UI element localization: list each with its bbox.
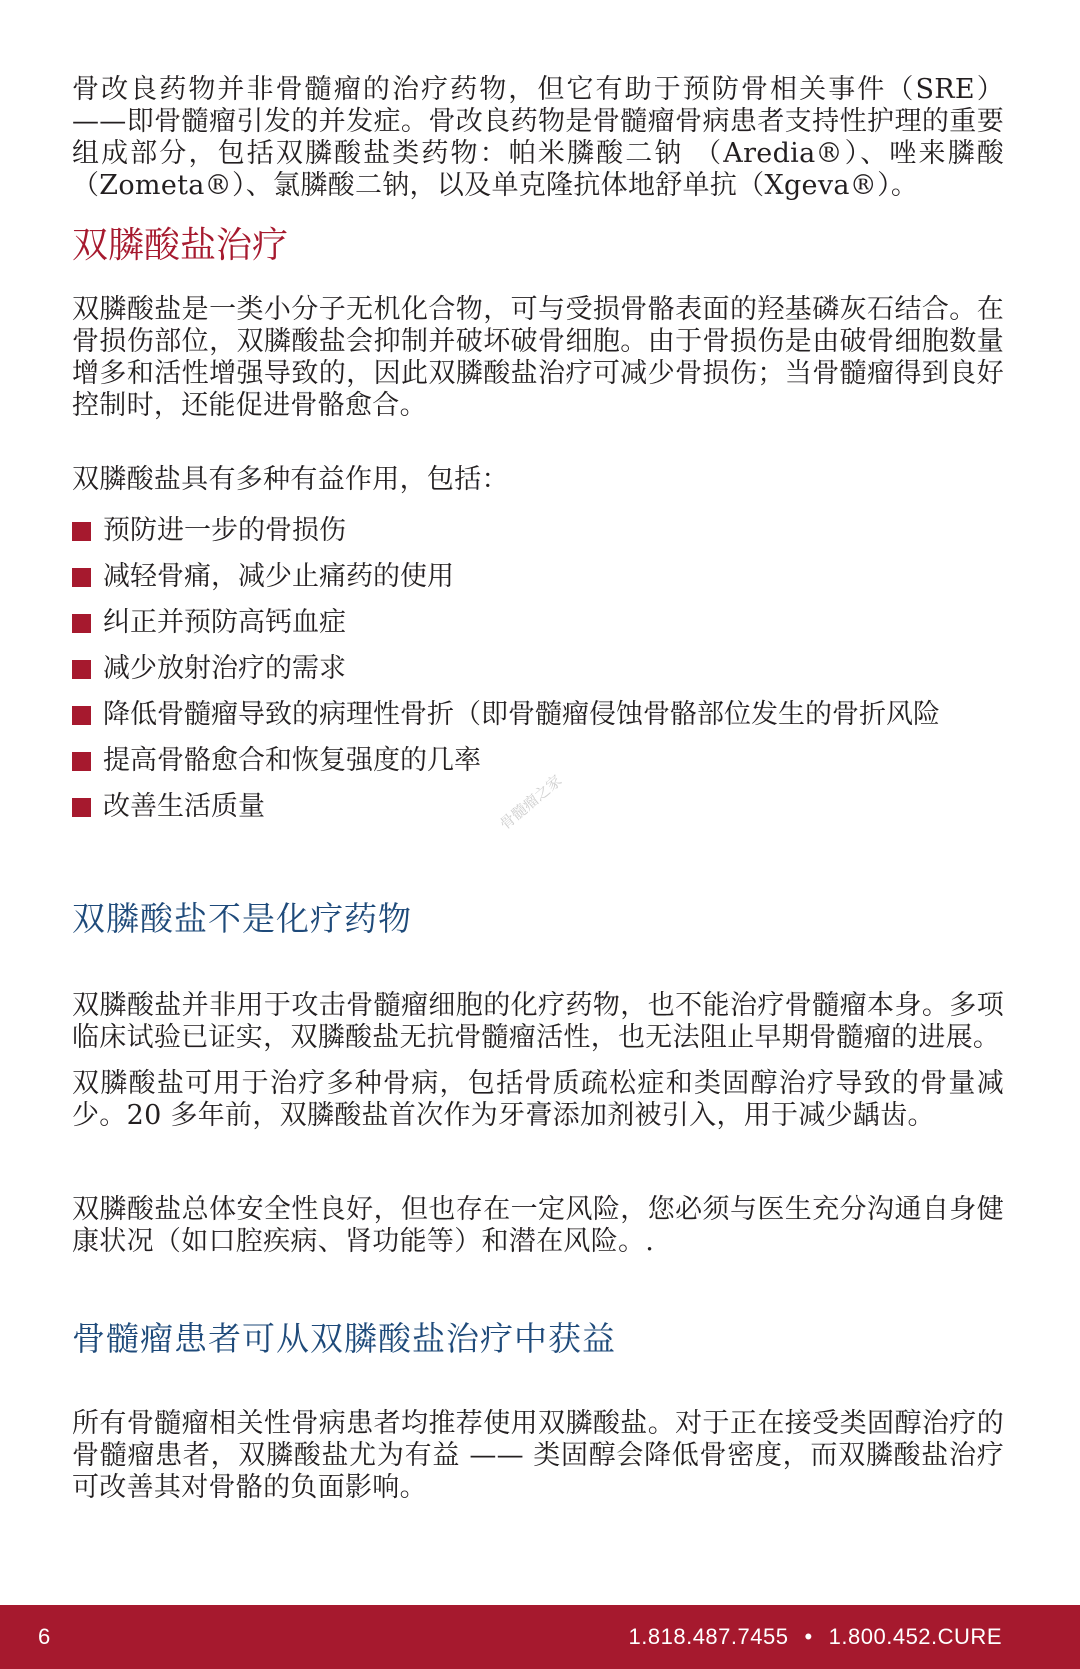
bullet-square-icon [72,798,91,817]
list-item: 改善生活质量 [72,784,1004,830]
list-item: 提高骨骼愈合和恢复强度的几率 [72,738,1004,784]
bullet-square-icon [72,706,91,725]
benefits-intro: 双膦酸盐具有多种有益作用，包括： [72,464,509,495]
bullet-square-icon [72,660,91,679]
watermark: 骨髓瘤之家 [496,771,566,834]
section-heading-not-chemotherapy: 双膦酸盐不是化疗药物 [72,899,412,938]
bullet-square-icon [72,522,91,541]
page-number: 6 [38,1624,51,1649]
bisphosphonate-description: 双膦酸盐是一类小分子无机化合物，可与受损骨骼表面的羟基磷灰石结合。在骨损伤部位，双膦酸盐会抑制并破坏破骨细胞。由于骨损伤是由破骨细胞数量增多和活性增强导致的，因此双膦酸盐治疗可减少骨损伤；当骨髓瘤得到良好控制时，还能促进骨骼愈合。 [72,294,1004,421]
list-item: 降低骨髓瘤导致的病理性骨折（即骨髓瘤侵蚀骨骼部位发生的骨折风险 [72,692,1004,738]
intro-paragraph: 骨改良药物并非骨髓瘤的治疗药物，但它有助于预防骨相关事件（SRE）——即骨髓瘤引发的并发症。骨改良药物是骨髓瘤骨病患者支持性护理的重要组成部分，包括双膦酸盐类药物：帕米膦酸二钠 （Aredia®）、唑来膦酸（Zometa®）、氯膦酸二钠，以及单克隆抗体地舒单抗（Xgeva®）。 [72,74,1004,201]
safety-paragraph: 双膦酸盐总体安全性良好，但也存在一定风险，您必须与医生充分沟通自身健康状况（如口腔疾病、肾功能等）和潜在风险。. [72,1194,1004,1257]
phone-number-1: 1.818.487.7455 [628,1624,789,1649]
phone-number-2: 1.800.452.CURE [828,1624,1002,1649]
list-item: 减少放射治疗的需求 [72,646,1004,692]
bullet-square-icon [72,752,91,771]
patients-benefit-paragraph: 所有骨髓瘤相关性骨病患者均推荐使用双膦酸盐。对于正在接受类固醇治疗的骨髓瘤患者，双膦酸盐尤为有益 —— 类固醇会降低骨密度，而双膦酸盐治疗可改善其对骨骼的负面影响。 [72,1408,1004,1503]
footer-bar [0,1605,1080,1669]
bullet-separator-icon: • [804,1624,813,1649]
list-item: 预防进一步的骨损伤 [72,508,1004,554]
not-chemotherapy-paragraph: 双膦酸盐并非用于攻击骨髓瘤细胞的化疗药物，也不能治疗骨髓瘤本身。多项临床试验已证实，双膦酸盐无抗骨髓瘤活性，也无法阻止早期骨髓瘤的进展。 [72,990,1004,1053]
bullet-square-icon [72,568,91,587]
section-heading-bisphosphonate-therapy: 双膦酸盐治疗 [72,225,289,266]
list-item: 减轻骨痛，减少止痛药的使用 [72,554,1004,600]
list-item: 纠正并预防高钙血症 [72,600,1004,646]
bone-disease-paragraph: 双膦酸盐可用于治疗多种骨病，包括骨质疏松症和类固醇治疗导致的骨量减少。20 多年前，双膦酸盐首次作为牙膏添加剂被引入，用于减少龋齿。 [72,1068,1004,1131]
section-heading-patients-benefit: 骨髓瘤患者可从双膦酸盐治疗中获益 [72,1319,616,1358]
footer-phones [629,1624,1002,1650]
bullet-square-icon [72,614,91,633]
